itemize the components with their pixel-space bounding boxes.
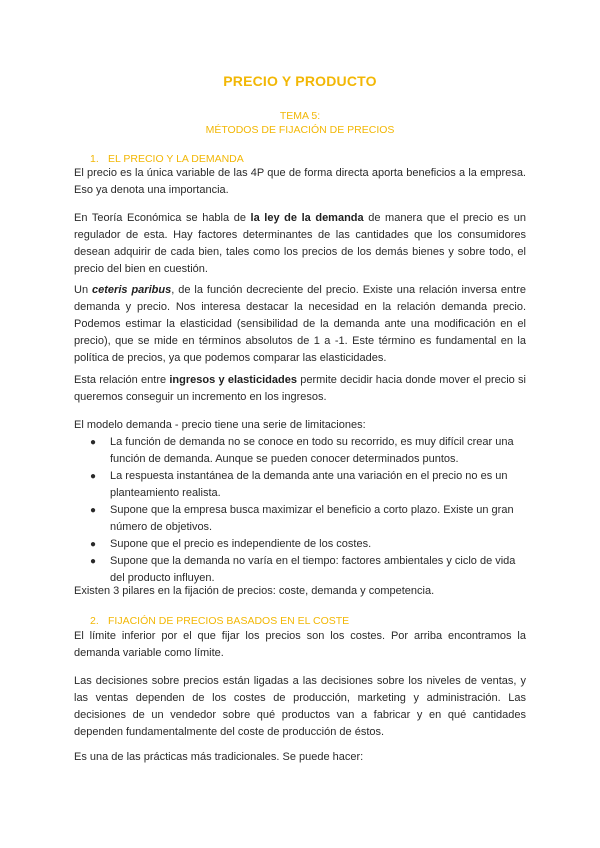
section-2-paragraph-2: Las decisiones sobre precios están ligadas a las decisiones sobre los niveles de ventas, y las ventas dependen de los costes de producción, marketing y administración. Las decisiones de un vendedor sobre qué productos van a fabricar y en qué cantidades dependen fundamentalmente del coste de producción de éstos. <box>74 675 526 738</box>
list-item <box>74 434 526 468</box>
section-1-number: 1. <box>90 153 99 165</box>
list-item <box>74 553 526 587</box>
topic-title: MÉTODOS DE FIJACIÓN DE PRECIOS <box>205 124 395 136</box>
section-2-heading <box>90 614 349 628</box>
bullet-icon: ● <box>90 471 97 482</box>
section-1-paragraph-3 <box>74 282 526 367</box>
list-item-text: Supone que el precio es independiente de los costes. <box>110 538 372 550</box>
section-1-paragraph-1: El precio es la única variable de las 4P que de forma directa aporta beneficios a la empresa. Eso ya denota una importancia. <box>74 167 526 196</box>
topic-number: TEMA 5: <box>279 110 321 122</box>
text-run: , de la función decreciente del precio. Existe una relación inversa entre demanda y precio. Nos interesa destacar la necesidad en la relación demanda precio. Podemos estimar la elasticidad (sensibilidad de la demanda ante una modificación en el precio), que se mide en términos absolutos de 1 a -1. Este término es fundamental en la política de precios, ya que podemos comparar las elasticidades. <box>74 284 526 364</box>
section-2-number: 2. <box>90 615 99 627</box>
list-item-text: Supone que la demanda no varía en el tiempo: factores ambientales y ciclo de vida del producto influyen. <box>110 555 516 584</box>
list-item-text: La función de demanda no se conoce en todo su recorrido, es muy difícil crear una función de demanda. Aunque se pueden conocer determinados puntos. <box>110 436 514 465</box>
bold-term-ingresos-elasticidades: ingresos y elasticidades <box>169 374 297 386</box>
text-run: de manera que el precio es un regulador de esta. Hay factores determinantes de las cantidades que los consumidores desean adquirir de cada bien, tales como los precios de los demás bienes y sobre todo, el precio del bien en cuestión. <box>74 212 526 275</box>
section-1-title: EL PRECIO Y LA DEMANDA <box>108 153 244 165</box>
section-2-paragraph-3: Es una de las prácticas más tradicionales. Se puede hacer: <box>74 751 364 763</box>
list-item-text: Supone que la empresa busca maximizar el beneficio a corto plazo. Existe un gran número de objetivos. <box>110 504 514 533</box>
limitations-list <box>74 434 526 587</box>
bullet-icon: ● <box>90 556 97 567</box>
bullet-icon: ● <box>90 505 97 516</box>
section-1-paragraph-4 <box>74 372 526 406</box>
document-title: PRECIO Y PRODUCTO <box>223 73 377 89</box>
section-1-paragraph-5: El modelo demanda - precio tiene una serie de limitaciones: <box>74 419 366 431</box>
section-1-heading <box>90 152 244 166</box>
section-2-title: FIJACIÓN DE PRECIOS BASADOS EN EL COSTE <box>108 615 350 627</box>
list-item <box>74 468 526 502</box>
bullet-icon: ● <box>90 437 97 448</box>
text-run: Esta relación entre <box>74 374 170 386</box>
bullet-icon: ● <box>90 539 97 550</box>
text-run: Un <box>74 284 93 296</box>
text-run: permite decidir hacia donde mover el precio si queremos conseguir un incremento en los ingresos. <box>74 374 526 403</box>
list-item-text: La respuesta instantánea de la demanda ante una variación en el precio no es un planteamiento realista. <box>110 470 508 499</box>
section-1-paragraph-2 <box>74 210 526 278</box>
bold-term-ley-demanda: la ley de la demanda <box>250 212 364 224</box>
list-item <box>74 502 526 536</box>
bold-term-ceteris-paribus: ceteris paribus <box>92 284 172 296</box>
text-run: En Teoría Económica se habla de <box>74 212 251 224</box>
section-1-paragraph-6: Existen 3 pilares en la fijación de precios: coste, demanda y competencia. <box>74 585 435 597</box>
section-2-paragraph-1: El límite inferior por el que fijar los precios son los costes. Por arriba encontramos la demanda variable como límite. <box>74 630 526 659</box>
list-item <box>74 536 526 553</box>
